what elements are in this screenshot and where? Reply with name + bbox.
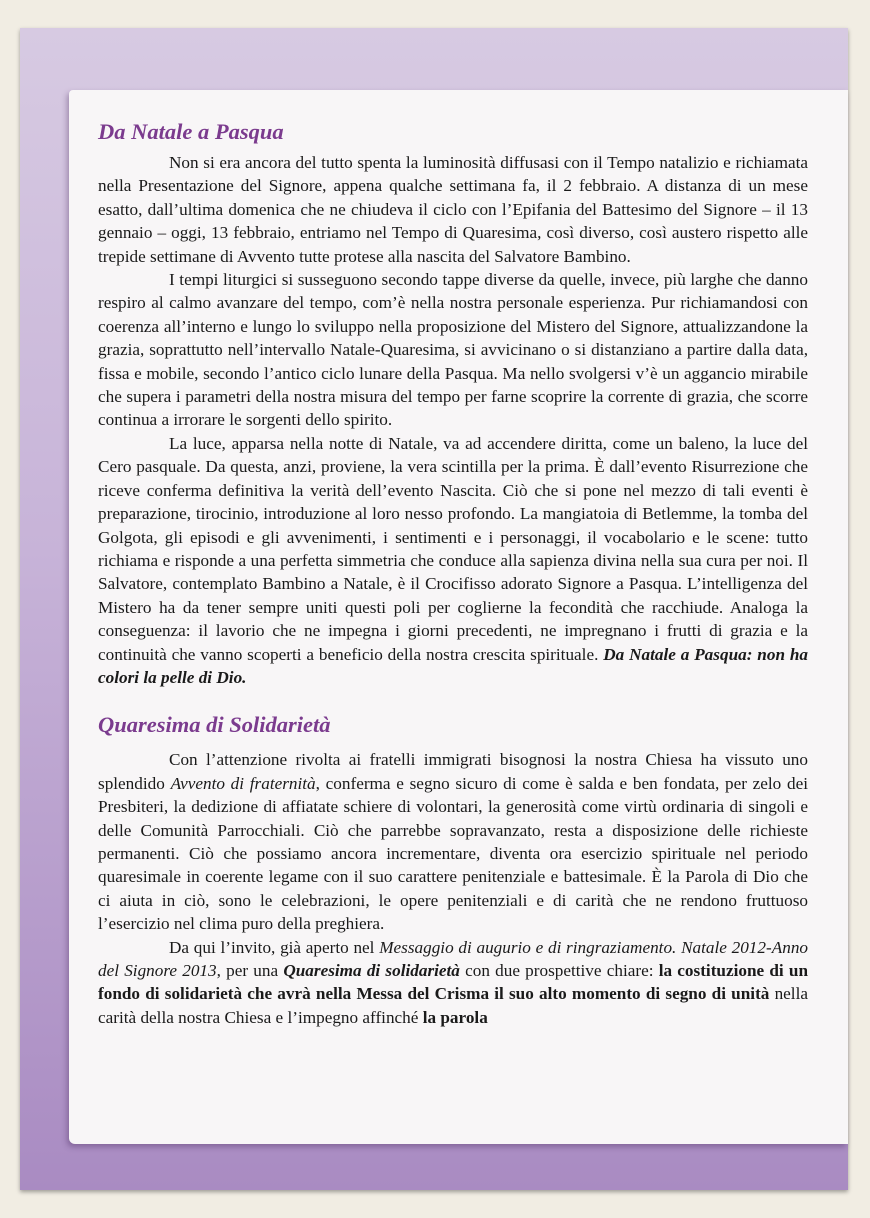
italic-text: Avvento di fraternità <box>170 773 316 793</box>
paragraph: Da qui l’invito, già aperto nel Messaggio di augurio e di ringraziamento. Natale 2012-Anno del Signore 2013, per una Quaresima di solidarietà con due prospettive chiare: la costituzione di un fondo di solidarietà che avrà nella Messa del Crisma il suo alto momento di segno di unità nella carità della nostra Chiesa e l’impegno affinché la parola <box>98 937 809 1027</box>
paragraph: Con l’attenzione rivolta ai fratelli immigrati bisognosi la nostra Chiesa ha vissuto uno splendido Avvento di fraternità, conferma e segno sicuro di come è salda e ben fondata, per zelo dei Presbiteri, la dedizione di affiatate schiere di volontari, la generosità come virtù ordinaria di singoli e delle Comunità Parrocchiali. Ciò che parrebbe sopravanzato, resta a disposizione delle richieste permanenti. Ciò che possiamo ancora incrementare, diventa ora esercizio spirituale nel periodo quaresimale in coerente legame con il suo carattere penitenziale e battesimale. È la Parola di Dio che ci aiuta in ciò, sono le celebrazioni, le opere penitenziali e di carità che ne rendono fruttuoso l’esercizio nel clima puro della preghiera. <box>98 750 808 934</box>
paragraph: Non si era ancora del tutto spenta la luminosità diffusasi con il Tempo natalizio e richiamata nella Presentazione del Signore, appena qualche settimana fa, il 2 febbraio. A distanza di un mese esatto, dall’ultima domenica che ne chiudeva il ciclo con l’Epifania del Battesimo del Signore – il 13 gennaio – oggi, 13 febbraio, entriamo nel Tempo di Quaresima, così diverso, così austero rispetto alle trepide settimane di Avvento tutte protese alla nascita del Salvatore Bambino. <box>98 153 808 266</box>
bold-text: la parola <box>422 1007 488 1027</box>
italic-text: Messaggio di augurio e di ringraziamento. Natale 2012-Anno del Signore 2013 <box>98 937 809 980</box>
document-content <box>98 118 808 1029</box>
bold-text: la costituzione di un fondo di solidarietà che avrà nella Messa del Crisma il suo alto momento di segno di unità <box>98 961 809 1004</box>
paragraph: La luce, apparsa nella notte di Natale, va ad accendere diritta, come un baleno, la luce del Cero pasquale. Da questa, anzi, proviene, la vera scintilla per la prima. È dall’evento Risurrezione che riceve conferma definitiva la verità dell’evento Nascita. Ciò che si pone nel mezzo di tali eventi è preparazione, tirocinio, introduzione al loro nesso profondo. La mangiatoia di Betlemme, la tomba del Golgota, gli episodi e gli avvenimenti, i sentimenti e i personaggi, il vocabolario e le scene: tutto richiama e risponde a una perfetta simmetria che conduce alla sapienza divina nella sua cura per noi. Il Salvatore, contemplato Bambino a Natale, è il Crocifisso adorato Signore a Pasqua. L’intelligenza del Mistero ha da tener sempre uniti questi poli per coglierne la fecondità che racchiude. Analoga la conseguenza: il lavorio che ne impegna i giorni precedenti, ne impregnano i frutti di grazia e la continuità che vanno scoperti a beneficio della nostra crescita spirituale. Da Natale a Pasqua: non ha colori la pelle di Dio. <box>98 433 809 687</box>
emphasis-text: Quaresima di solidarietà <box>283 961 460 980</box>
section-title-natale-pasqua: Da Natale a Pasqua <box>98 119 284 144</box>
paragraph: I tempi liturgici si susseguono secondo tappe diverse da quelle, invece, più larghe che danno respiro al calmo avanzare del tempo, com’è nella nostra personale esperienza. Pur richiamandosi con coerenza all’interno e lungo lo sviluppo nella proposizione del Mistero del Signore, attualizzandone la grazia, soprattutto nell’intervallo Natale-Quaresima, si avvicinano o si distanziano a partire dalla data, fissa e mobile, secondo l’antico ciclo lunare della Pasqua. Ma nello svolgersi v’è un aggancio mirabile che supera i parametri della nostra misura del tempo per farne scoprire la corrente di grazia, che scorre continua a irrorare le sorgenti dello spirito. <box>98 270 808 430</box>
document-card <box>69 90 848 1144</box>
section-title-quaresima-solidarieta: Quaresima di Solidarietà <box>98 712 331 738</box>
emphasis-text: Da Natale a Pasqua: non ha colori la pelle di Dio. <box>98 644 809 687</box>
